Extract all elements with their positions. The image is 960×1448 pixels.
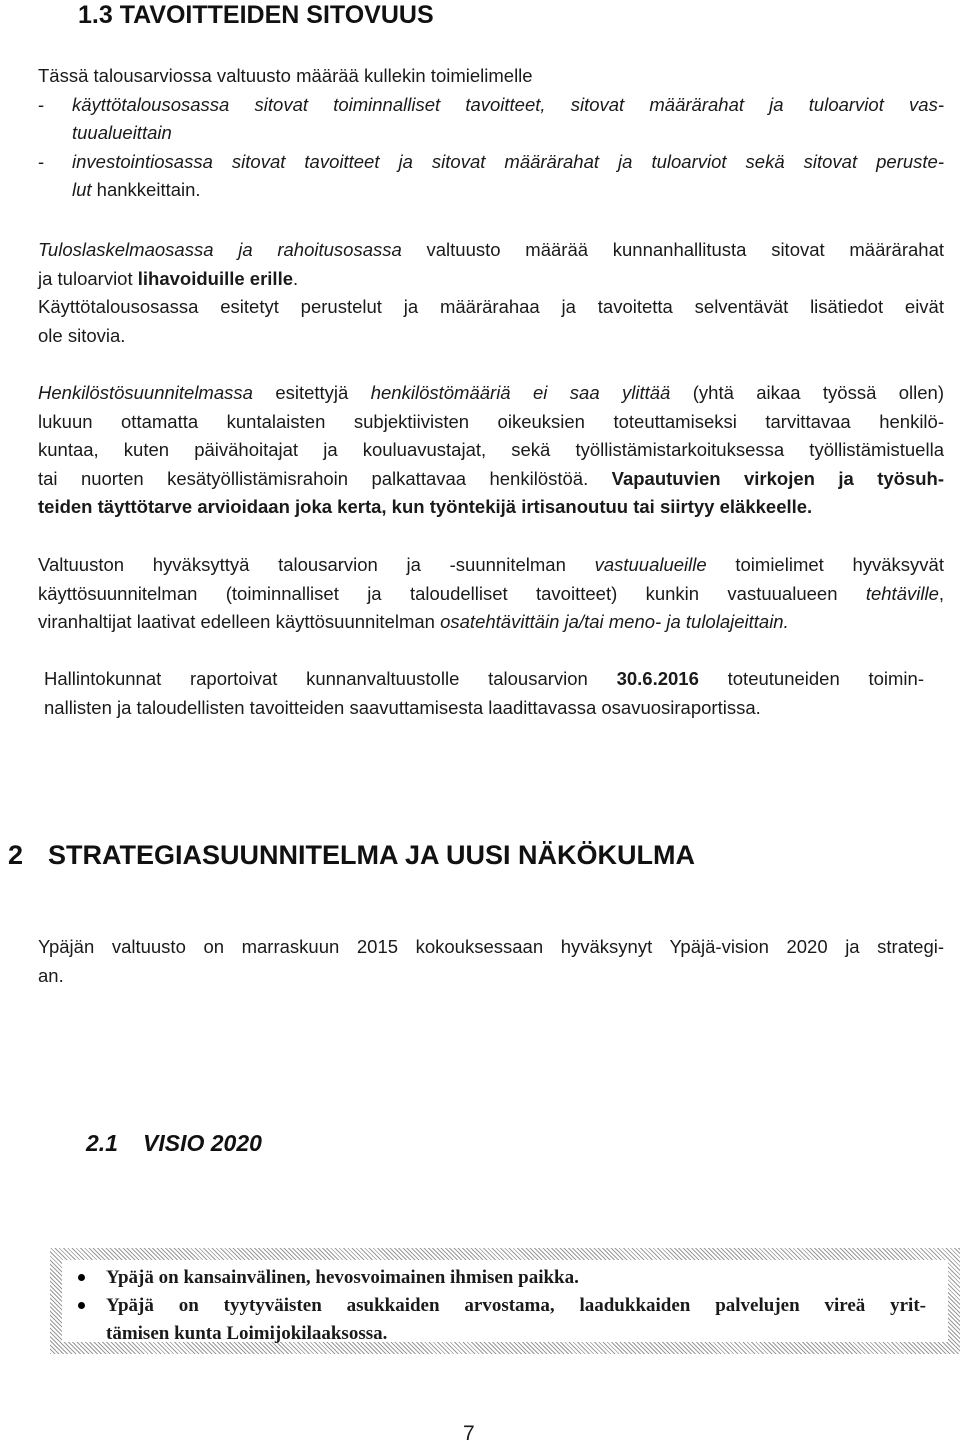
section-2-1-heading [86, 1128, 262, 1158]
list-item [38, 91, 944, 148]
paragraph-bold: 30.6.2016 [616, 668, 699, 689]
section-1-3-intro-block [38, 62, 944, 205]
paragraph-text: nallisten ja taloudellisten tavoitteiden saavuttamisesta laadittavassa osavuosiraportissa. [44, 696, 761, 718]
section-title: STRATEGIASUUNNITELMA JA UUSI NÄKÖKULMA [48, 840, 695, 870]
vision-item-text: Ypäjä on kansainvälinen, hevosvoimainen ihmisen paikka. [106, 1267, 579, 1288]
list-item-text-rest: hankkeittain. [91, 179, 201, 200]
paragraph-text: kuntaa, kuten päivähoitajat ja kouluavustajat, sekä työllistämistarkoituksessa työllistämistuella [38, 439, 944, 460]
paragraph-text: an. [38, 964, 64, 986]
list-item-text: käyttötalousosassa sitovat toiminnalliset tavoitteet, sitovat määrärahat ja tuloarviot vas- [72, 93, 944, 115]
paragraph-text: Valtuuston hyväksyttyä talousarvion ja -suunnitelman [38, 554, 595, 575]
vision-list [106, 1264, 926, 1348]
paragraph-italic: Tuloslaskelmaosassa ja rahoitusosassa [38, 239, 402, 260]
vision-item [106, 1264, 926, 1292]
paragraph-vision-adoption [38, 933, 944, 990]
page-number: 7 [463, 1422, 475, 1445]
paragraph-text: ja tuloarviot [38, 267, 138, 289]
section-2-heading [8, 838, 695, 872]
paragraph-reporting [44, 665, 924, 722]
section-number: 2 [8, 840, 24, 870]
paragraph-text: tai nuorten kesätyöllistämisrahoin palkattavaa henkilöstöä. [38, 467, 612, 489]
paragraph-text: lukuun ottamatta kuntalaisten subjektiivisten oikeuksien toteuttamiseksi tarvittavaa henkilö- [38, 410, 944, 432]
paragraph-text: toteutuneiden toimin- [698, 668, 924, 689]
list-item-text: investointiosassa sitovat tavoitteet ja sitovat määrärahat ja tuloarviot sekä sitovat peruste- [72, 150, 944, 172]
list-item [38, 148, 944, 205]
paragraph-text: esitettyjä [252, 382, 371, 403]
paragraph-text: Käyttötalousosassa esitetyt perustelut ja määrärahaa ja tavoitetta selventävät lisätiedot eivät [38, 296, 944, 317]
list-item-text-cont: tuualueittain [72, 122, 172, 143]
list-dash: - [38, 93, 45, 115]
section-number: 2.1 [86, 1130, 118, 1156]
paragraph-text: , [938, 582, 944, 604]
paragraph-italic: henkilöstömääriä ei saa ylittää [370, 382, 671, 403]
paragraph-italic: tehtäville [865, 582, 939, 604]
paragraph-bold: teiden täyttötarve arvioidaan joka kerta, kun työntekijä irtisanoutuu tai siirtyy eläkkeelle. [38, 496, 813, 517]
paragraph-italic: osatehtävittäin ja/tai meno- ja tulolajeittain. [440, 611, 789, 632]
paragraph-italic: vastuualueille [594, 554, 707, 575]
paragraph-text: Hallintokunnat raportoivat kunnanvaltuustolle talousarvion [44, 668, 617, 689]
paragraph-text: Ypäjän valtuusto on marraskuun 2015 kokouksessaan hyväksynyt Ypäjä-vision 2020 ja strategi- [38, 936, 944, 957]
paragraph-text: valtuusto määrää kunnanhallitusta sitovat määrärahat [401, 239, 944, 260]
paragraph-italic: Henkilöstösuunnitelmassa [38, 382, 253, 403]
intro-paragraph: Tässä talousarviossa valtuusto määrää kullekin toimielimelle [38, 65, 533, 86]
vision-item-text-cont: tämisen kunta Loimijokilaaksossa. [106, 1323, 388, 1344]
paragraph-text: . [293, 267, 299, 289]
paragraph-text: toimielimet hyväksyvät [706, 554, 944, 575]
paragraph-text: (yhtä aikaa työssä ollen) [670, 382, 945, 403]
paragraph-bold: Vapautuvien virkojen ja työsuh- [611, 467, 944, 489]
bullet-icon [78, 1274, 85, 1281]
vision-item-text: Ypäjä on tyytyväisten asukkaiden arvostama, laadukkaiden palvelujen vireä yrit- [106, 1295, 926, 1316]
paragraph-bold: lihavoiduille erille [137, 267, 293, 289]
section-1-3-heading: 1.3 TAVOITTEIDEN SITOVUUS [78, 1, 434, 29]
paragraph-operating-plan [38, 551, 944, 637]
vision-item [106, 1292, 926, 1348]
list-dash: - [38, 150, 45, 172]
paragraph-text: käyttösuunnitelman (toiminnalliset ja taloudelliset tavoitteet) kunkin vastuualueen [38, 582, 866, 604]
paragraph-staff-plan [38, 379, 944, 522]
paragraph-text: viranhaltijat laativat edelleen käyttösuunnitelman [38, 611, 441, 632]
bullet-icon [78, 1302, 85, 1309]
paragraph-text: ole sitovia. [38, 324, 126, 346]
list-item-text-cont: lut [72, 179, 92, 200]
vision-box [50, 1248, 960, 1354]
section-title: VISIO 2020 [143, 1130, 262, 1156]
paragraph-budget-sections [38, 236, 944, 350]
